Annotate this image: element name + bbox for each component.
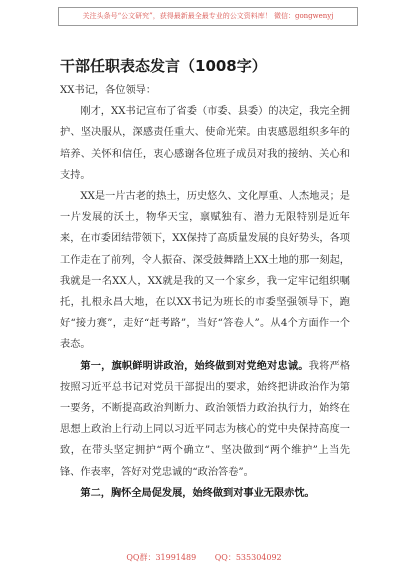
point-2 [60,483,350,504]
salutation: XX书记，各位领导： [60,85,157,96]
footer-qq: QQ：535304092 [214,553,282,562]
point-2-heading: 第二，胸怀全局促发展，始终做到对事业无限赤忱。 [80,486,315,499]
footer-contact [0,552,408,563]
paragraph-1: 刚才，XX书记宣布了省委（市委、县委）的决定，我完全拥护、坚决服从，深感责任重大、使命光荣。由衷感恩组织多年的培养、关怀和信任，衷心感谢各位班子成员对我的接纳、关心和支持。 [60,106,350,181]
document-body [60,80,350,504]
point-1-text: 我将严格按照习近平总书记对党员干部提出的要求，始终把讲政治作为第一要务，不断提高政治判断力、政治领悟力政治执行力，始终在思想上政治上行动上同以习近平同志为核心的党中央保持高度一致，在带头坚定拥护“两个确立”、坚决做到“两个维护”上当先锋、作表率，答好对党忠诚的“政治答卷”。 [60,360,351,478]
footer-qq-group: QQ群：31991489 [126,553,197,562]
point-1 [60,356,350,483]
header-banner: 关注头条号“公文研究”，获得最新最全最专业的公文资料库！ 微信：gongwenyj [58,7,358,26]
point-1-heading: 第一，旗帜鲜明讲政治，始终做到对党绝对忠诚。 [80,359,309,372]
paragraph-2: XX是一片古老的热土，历史悠久、文化厚重、人杰地灵；是一片发展的沃土，物华天宝，禀赋独有、潜力无限特别是近年来，在市委团结带领下，XX保持了高质量发展的良好势头，各项工作走在了前列，令人振奋、深受鼓舞踏上XX土地的那一刻起，我就是一名XX人，XX就是我的又一个家乡，我一定牢记组织嘱托，扎根永昌大地，在以XX书记为班长的市委坚强领导下，跑好“接力赛”，走好“赶考路”，当好“答卷人”。从4个方面作一个表态。 [60,191,350,351]
document-title: 干部任职表态发言（1008字） [60,57,267,75]
